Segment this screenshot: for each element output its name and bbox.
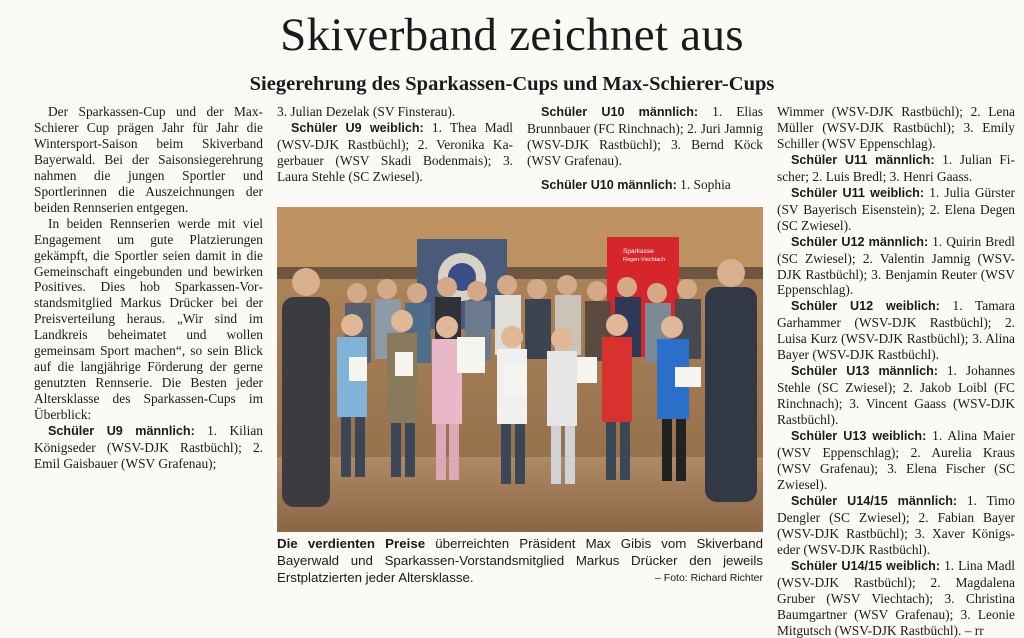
article-column-1 [34,104,263,472]
result-label: Schüler U13 männlich: [791,364,938,379]
result-u9-m [34,423,263,472]
result-label: Schüler U11 männlich: [791,152,935,167]
result-item [777,363,1015,428]
person-right-man [705,287,757,502]
result-u10-m [527,104,763,169]
sponsor-logo-text: Sparkasse [623,248,654,255]
caption-lead: Die verdienten Preise [277,536,426,551]
result-text: 1. Johannes Stehle (SC Zwiesel); 2. Jakob Loibl (FC Rinchnach); 3. Vincent Gaass (WSV-DJK Rastbüchl). [777,363,1015,428]
result-label: Schüler U13 weiblich: [791,429,927,444]
result-label: Schüler U10 männlich: [541,177,677,192]
result-item [777,298,1015,363]
result-item [777,185,1015,234]
result-text: 1. Tamara Garhammer (WSV-DJK Rastbüchl); 2. Luisa Kurz (WSV-DJK Rastbüchl); 3. Alina Bayer (WSV-DJK Rastbüchl). [777,298,1015,363]
result-text: 1. Kilian Königseder (WSV-DJK Rastbüchl); 2. Emil Gaisbauer (WSV Grafenau); [34,423,263,471]
author-tag: – rr [964,622,984,638]
result-u9-w [277,120,513,185]
result-text: 1. Lina Madl (WSV-DJK Rastbüchl); 2. Magdalena Gruber (WSV Viechtach); 3. Christina Baumgartner (WSV Grafenau); 3. Leonie Mitgutsch (WSV-DJK Rastbüchl). [777,557,1015,638]
article-column-4 [777,104,1015,638]
result-item [777,428,1015,493]
headline: Skiverband zeichnet aus [280,9,744,61]
article-column-3 [527,104,763,194]
result-label: Schüler U11 weiblich: [791,185,925,200]
result-item [777,234,1015,299]
result-text: 1. Alina Maier (WSV Eppenschlag); 2. Aurelia Kraus (WSV Grafenau); 3. Elena Fischer (SC Zwiesel). [777,428,1015,492]
result-u10-w [527,177,763,194]
group-photo [277,207,763,532]
result-u9-m-cont: 3. Julian Dezelak (SV Finsterau). [277,104,456,119]
photo-illustration [277,207,763,532]
result-text: 1. Julia Gürster (SV Bayerisch Eisenstein); 2. Elena Degen (SC Zwiesel). [777,184,1015,233]
paragraph-engagement: In beiden Rennserien werde mit viel Engagement um gute Platzierungen gekämpft, die Sportler seien damit in die Gemeinschaft eingebunden und bewirken Positives. Dies hob Sparkassen-Vorstandsmitglied Markus Drücker bei der Preisverteilung heraus. „Wir sind im Landkreis beheimatet und wollen gemeinsam Sport machen“, so sein Blick auf die langjährige Förderung der gerne genutzten Rennserie. Die Besten jeder Altersklasse des Sparkassen-Cups im Überblick: [34,215,263,423]
person-left-man [282,297,330,507]
result-item [777,152,1015,185]
result-label: Schüler U14/15 weiblich: [791,558,941,573]
subheadline: Siegerehrung des Sparkassen-Cups und Max-Schierer-Cups [249,73,775,95]
sponsor-banner-subtext: Regen-Viechtach [623,257,666,263]
result-text: 1. Elias Brunnbauer (FC Rinchnach); 2. Juri Jamnig (WSV-DJK Rastbüchl); 3. Bernd Köck (WSV Grafenau). [527,104,763,168]
result-text: 1. Julian Fischer; 2. Luis Bredl; 3. Henri Gaass. [777,151,1015,184]
result-text: 1. Thea Madl (WSV-DJK Rastbüchl); 2. Veronika Kagerbauer (WSV Skadi Bodenmais); 3. Laura Stehle (SC Zwiesel). [277,119,513,184]
result-label: Schüler U10 männlich: [541,105,699,119]
result-text: 1. Sophia [680,176,731,192]
caption-text: überreichten Präsident Max Gibis vom Skiverband Bayerwald und Sparkassen-Vorstandsmitglied Markus Drücker den jeweils Erstplatzierten jeder Altersklasse. [277,536,763,585]
result-label: Schüler U12 weiblich: [791,299,940,314]
result-label: Schüler U12 männlich: [791,234,929,249]
result-u10-w-cont: Wimmer (WSV-DJK Rastbüchl); 2. Lena Müller (WSV-DJK Rastbüchl); 3. Emily Schiller (WSV Eppenschlag). [777,104,1015,151]
paragraph-intro: Der Sparkassen-Cup und der Max-Schierer Cup prägen Jahr für Jahr die Wintersport-Saison beim Skiverband Bayerwald. Bei der Saisonsiegerehrung nahmen die jungen Sportler und Sportlerinnen die Auszeichnungen der beiden Rennserien entgegen. [34,104,263,215]
result-label: Schüler U9 männlich: [48,424,195,439]
result-label: Schüler U9 weiblich: [291,120,424,135]
result-item [777,558,1015,638]
result-text: 1. Timo Dengler (SC Zwiesel); 2. Fabian Bayer (WSV-DJK Rastbüchl); 3. Xaver Königseder (WSV-DJK Rastbüchl). [777,492,1015,557]
result-item [777,493,1015,558]
article-column-2 [277,104,513,185]
photo-credit: – Foto: Richard Richter [655,572,763,584]
result-label: Schüler U14/15 männlich: [791,493,958,508]
result-text: 1. Quirin Bredl (SC Zwiesel); 2. Valentin Jamnig (WSV-DJK Rastbüchl); 3. Benjamin Reuter (WSV Eppenschlag). [777,233,1015,298]
